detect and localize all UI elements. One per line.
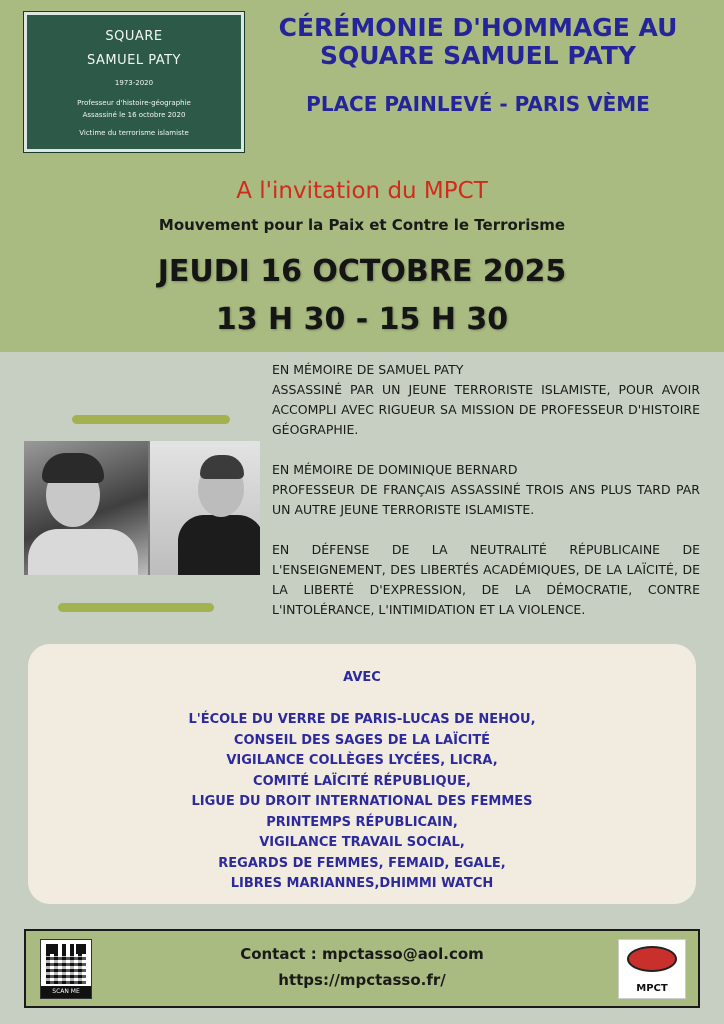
mpct-logo [618, 939, 686, 999]
event-time: 13 H 30 - 15 H 30 [215, 302, 509, 337]
partner-item: CONSEIL DES SAGES DE LA LAÏCITÉ [233, 732, 491, 748]
partner-item: COMITÉ LAÏCITÉ RÉPUBLIQUE, [253, 773, 471, 789]
memorial-paragraph-1 [272, 360, 700, 440]
event-place: PLACE PAINLEVÉ - PARIS VÈME [306, 92, 650, 116]
street-sign-image [24, 12, 244, 152]
memorial-paragraph-2 [272, 460, 700, 520]
partner-item: REGARDS DE FEMMES, FEMAID, EGALE, [218, 855, 506, 871]
memorial-body-3: EN DÉFENSE DE LA NEUTRALITÉ RÉPUBLICAINE DE L'ENSEIGNEMENT, DES LIBERTÉS ACADÉMIQUES, DE LA LAÏCITÉ, DE LA LIBERTÉ D'EXPRESSION, DE LA DÉMOCRATIE, CONTRE L'INTOLÉRANCE, L'INTIMIDATION ET LA VIOLENCE. [272, 542, 700, 617]
partner-item: LIBRES MARIANNES,DHIMMI WATCH [230, 876, 494, 891]
portrait-photos [24, 441, 260, 575]
memorial-lead-1: EN MÉMOIRE DE SAMUEL PATY [272, 362, 464, 377]
memorial-body-1: ASSASSINÉ PAR UN JEUNE TERRORISTE ISLAMISTE, POUR AVOIR ACCOMPLI AVEC RIGUEUR SA MISSION DE PROFESSEUR D'HISTOIRE GÉOGRAPHIE. [272, 382, 700, 437]
decorative-stroke-top [72, 415, 230, 424]
sign-years: 1973-2020 [114, 79, 154, 87]
partner-item: L'ÉCOLE DU VERRE DE PARIS-LUCAS DE NEHOU, [188, 712, 536, 727]
movement-name: Mouvement pour la Paix et Contre le Terrorisme [158, 216, 566, 234]
invitation-line: A l'invitation du MPCT [236, 178, 488, 204]
qr-scan-label: SCAN ME [41, 986, 91, 998]
partner-item: PRINTEMPS RÉPUBLICAIN, [266, 814, 458, 830]
contact-box [24, 929, 700, 1008]
partner-item: VIGILANCE COLLÈGES LYCÉES, LICRA, [226, 753, 498, 768]
memorial-lead-2: EN MÉMOIRE DE DOMINIQUE BERNARD [272, 462, 518, 477]
mpct-badge-icon [627, 946, 677, 972]
sign-victim: Victime du terrorisme islamiste [79, 129, 189, 137]
sign-line-2: SAMUEL PATY [87, 53, 181, 68]
sign-date: Assassiné le 16 octobre 2020 [82, 111, 186, 119]
partners-panel [28, 644, 696, 904]
partner-item: LIGUE DU DROIT INTERNATIONAL DES FEMMES [191, 794, 533, 809]
contact-email[interactable]: Contact : mpctasso@aol.com [240, 945, 484, 963]
partners-list [28, 710, 696, 895]
partner-item: VIGILANCE TRAVAIL SOCIAL, [259, 835, 465, 850]
event-date: JEUDI 16 OCTOBRE 2025 [157, 254, 567, 289]
portrait-samuel-paty [24, 441, 148, 575]
sign-line-1: SQUARE [105, 29, 163, 44]
memorial-body-2: PROFESSEUR DE FRANÇAIS ASSASSINÉ TROIS ANS PLUS TARD PAR UN AUTRE JEUNE TERRORISTE ISLAMISTE. [272, 482, 700, 517]
mpct-logo-text: MPCT [636, 983, 668, 994]
decorative-stroke-bottom [58, 603, 214, 612]
portrait-dominique-bernard [150, 441, 260, 575]
page-title: CÉRÉMONIE D'HOMMAGE AU SQUARE SAMUEL PATY [278, 13, 678, 70]
contact-website-link[interactable]: https://mpctasso.fr/ [278, 971, 446, 989]
sign-role: Professeur d'histoire-géographie [77, 99, 191, 107]
partners-heading: AVEC [343, 670, 381, 685]
memorial-paragraph-3 [272, 540, 700, 620]
